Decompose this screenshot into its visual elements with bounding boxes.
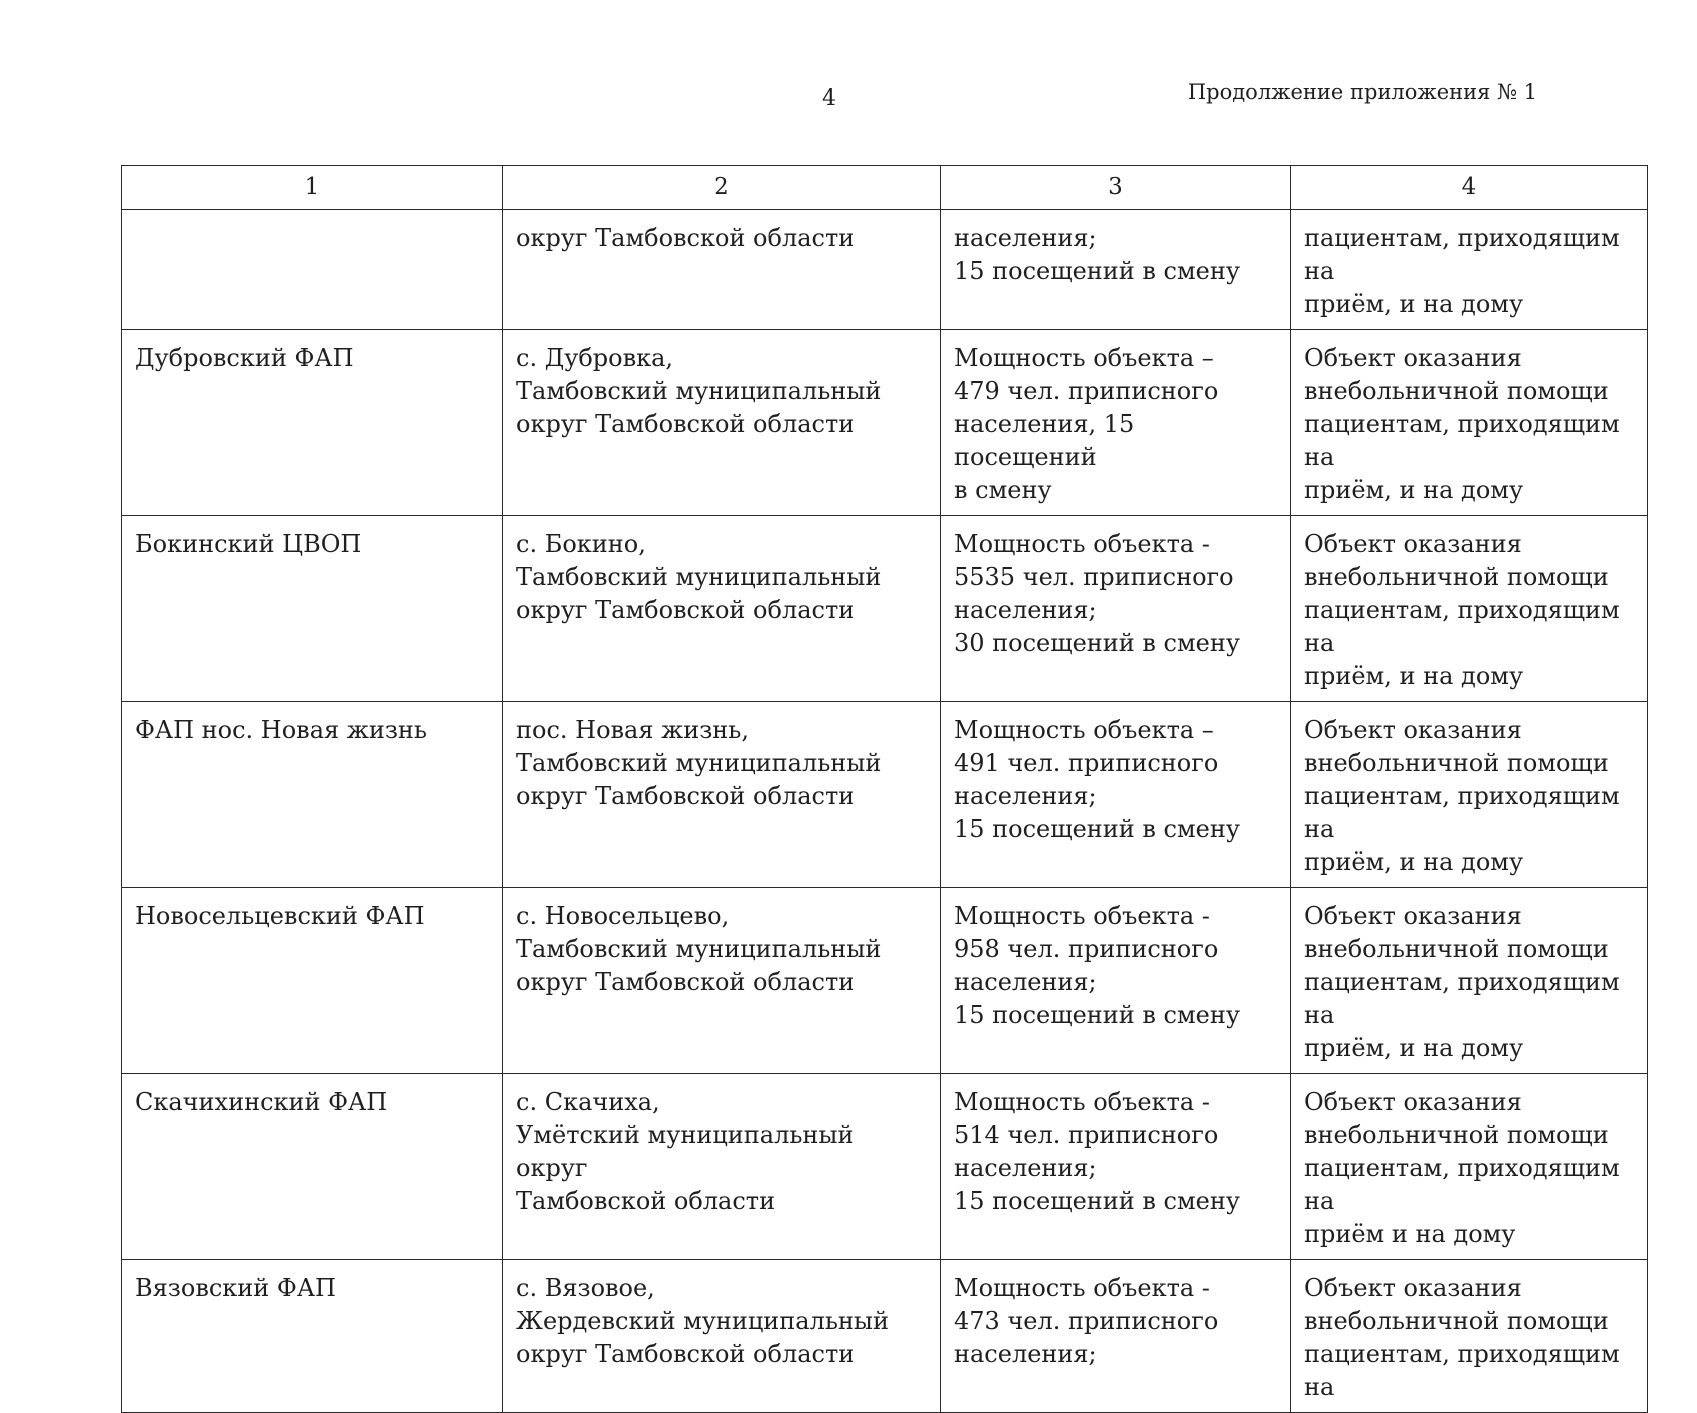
facility-capacity-cell: Мощность объекта – 491 чел. приписного населения; 15 посещений в смену bbox=[941, 702, 1291, 888]
facility-capacity-cell: Мощность объекта - 514 чел. приписного населения; 15 посещений в смену bbox=[941, 1074, 1291, 1260]
page-number: 4 bbox=[822, 86, 836, 111]
facility-name-cell: Новосельцевский ФАП bbox=[122, 888, 503, 1074]
facility-name-cell: ФАП нос. Новая жизнь bbox=[122, 702, 503, 888]
facility-purpose-cell: Объект оказания внебольничной помощи пациентам, приходящим на приём и на дому bbox=[1291, 1074, 1648, 1260]
table-row bbox=[122, 330, 1648, 516]
column-header-1: 1 bbox=[122, 166, 503, 210]
facility-location-cell: с. Скачиха, Умётский муниципальный округ Тамбовской области bbox=[503, 1074, 941, 1260]
table-row bbox=[122, 888, 1648, 1074]
facility-location-cell: с. Вязовое, Жердевский муниципальный округ Тамбовской области bbox=[503, 1260, 941, 1413]
facility-purpose-cell: Объект оказания внебольничной помощи пациентам, приходящим на приём, и на дому bbox=[1291, 702, 1648, 888]
table-row bbox=[122, 516, 1648, 702]
facility-purpose-cell: пациентам, приходящим на приём, и на дому bbox=[1291, 210, 1648, 330]
facility-capacity-cell: населения; 15 посещений в смену bbox=[941, 210, 1291, 330]
facility-capacity-cell: Мощность объекта - 473 чел. приписного населения; bbox=[941, 1260, 1291, 1413]
column-header-2: 2 bbox=[503, 166, 941, 210]
appendix-continuation-note: Продолжение приложения № 1 bbox=[1187, 80, 1537, 104]
facility-name-cell bbox=[122, 210, 503, 330]
facility-name-cell: Дубровский ФАП bbox=[122, 330, 503, 516]
table-row bbox=[122, 702, 1648, 888]
facility-capacity-cell: Мощность объекта – 479 чел. приписного населения, 15 посещений в смену bbox=[941, 330, 1291, 516]
table-row bbox=[122, 1074, 1648, 1260]
facility-capacity-cell: Мощность объекта - 5535 чел. приписного населения; 30 посещений в смену bbox=[941, 516, 1291, 702]
table-header-row bbox=[122, 166, 1648, 210]
facility-location-cell: с. Новосельцево, Тамбовский муниципальный округ Тамбовской области bbox=[503, 888, 941, 1074]
facility-purpose-cell: Объект оказания внебольничной помощи пациентам, приходящим на приём, и на дому bbox=[1291, 516, 1648, 702]
facility-location-cell: с. Дубровка, Тамбовский муниципальный округ Тамбовской области bbox=[503, 330, 941, 516]
facility-name-cell: Скачихинский ФАП bbox=[122, 1074, 503, 1260]
facility-purpose-cell: Объект оказания внебольничной помощи пациентам, приходящим на приём, и на дому bbox=[1291, 330, 1648, 516]
table-row bbox=[122, 210, 1648, 330]
table-row bbox=[122, 1260, 1648, 1413]
facility-name-cell: Вязовский ФАП bbox=[122, 1260, 503, 1413]
facility-name-cell: Бокинский ЦВОП bbox=[122, 516, 503, 702]
facility-purpose-cell: Объект оказания внебольничной помощи пациентам, приходящим на приём, и на дому bbox=[1291, 888, 1648, 1074]
facility-capacity-cell: Мощность объекта - 958 чел. приписного населения; 15 посещений в смену bbox=[941, 888, 1291, 1074]
facilities-table bbox=[121, 165, 1648, 1413]
column-header-3: 3 bbox=[941, 166, 1291, 210]
column-header-4: 4 bbox=[1291, 166, 1648, 210]
facility-location-cell: пос. Новая жизнь, Тамбовский муниципальный округ Тамбовской области bbox=[503, 702, 941, 888]
facility-purpose-cell: Объект оказания внебольничной помощи пациентам, приходящим на bbox=[1291, 1260, 1648, 1413]
facility-location-cell: округ Тамбовской области bbox=[503, 210, 941, 330]
facility-location-cell: с. Бокино, Тамбовский муниципальный округ Тамбовской области bbox=[503, 516, 941, 702]
